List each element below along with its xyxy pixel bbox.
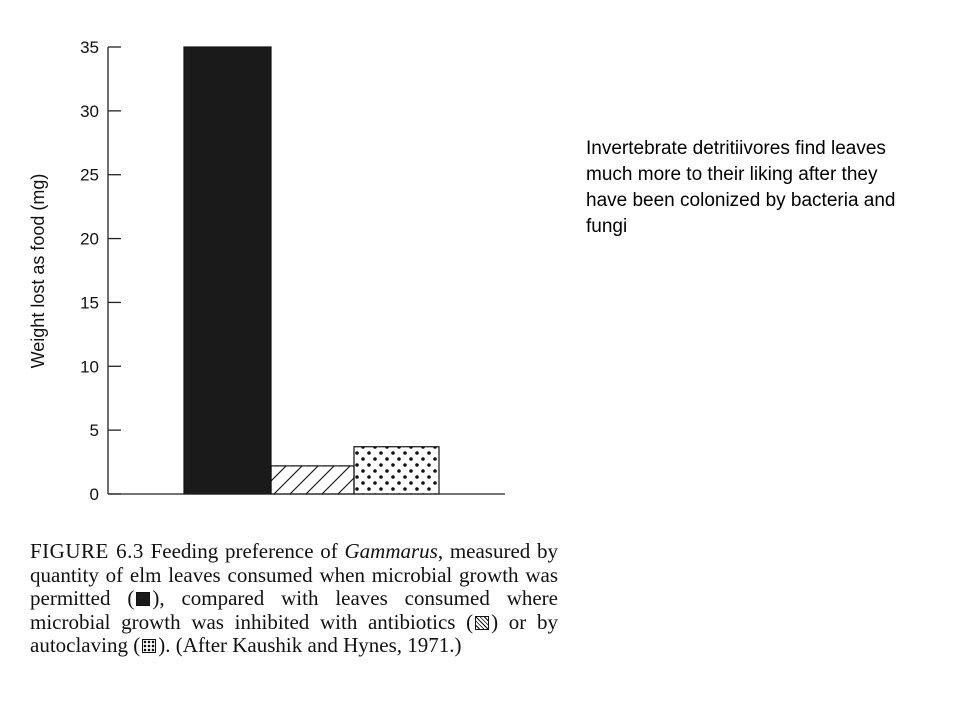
y-tick-label: 0 <box>89 485 99 504</box>
bar-solid <box>184 47 271 494</box>
caption-text-4: ) or by autoclaving ( <box>30 609 558 657</box>
caption-text-5: ). (After Kaushik and Hynes, 1971.) <box>158 633 462 657</box>
y-tick-label: 15 <box>80 293 99 313</box>
y-tick-label: 25 <box>80 165 99 185</box>
y-tick-label: 10 <box>80 357 99 377</box>
caption-text-1: Feeding preference of <box>150 539 338 563</box>
caption-figure-number: FIGURE 6.3 <box>30 539 144 563</box>
caption-species: Gammarus <box>344 539 438 563</box>
y-axis-label: Weight lost as food (mg) <box>28 173 48 369</box>
caption-text-2: , measured by quantity of elm leaves consumed when microbial growth was permitted ( <box>30 539 559 610</box>
bar-hatched <box>271 466 354 494</box>
y-tick-label: 30 <box>80 101 99 121</box>
figure-caption <box>30 540 558 658</box>
side-note: Invertebrate detritiivores find leaves much more to their liking after they have been colonized by bacteria and fungi <box>586 138 896 237</box>
solid-square-icon <box>136 592 150 606</box>
bar-dotted <box>354 447 439 494</box>
dotted-square-icon <box>142 639 156 653</box>
hatched-square-icon <box>475 616 489 630</box>
y-tick-label: 35 <box>80 38 99 57</box>
y-tick-label: 20 <box>80 229 99 249</box>
y-tick-label: 5 <box>89 421 99 441</box>
caption-text-3: ), compared with leaves consumed where microbial growth was inhibited with antibiotics ( <box>30 586 558 634</box>
